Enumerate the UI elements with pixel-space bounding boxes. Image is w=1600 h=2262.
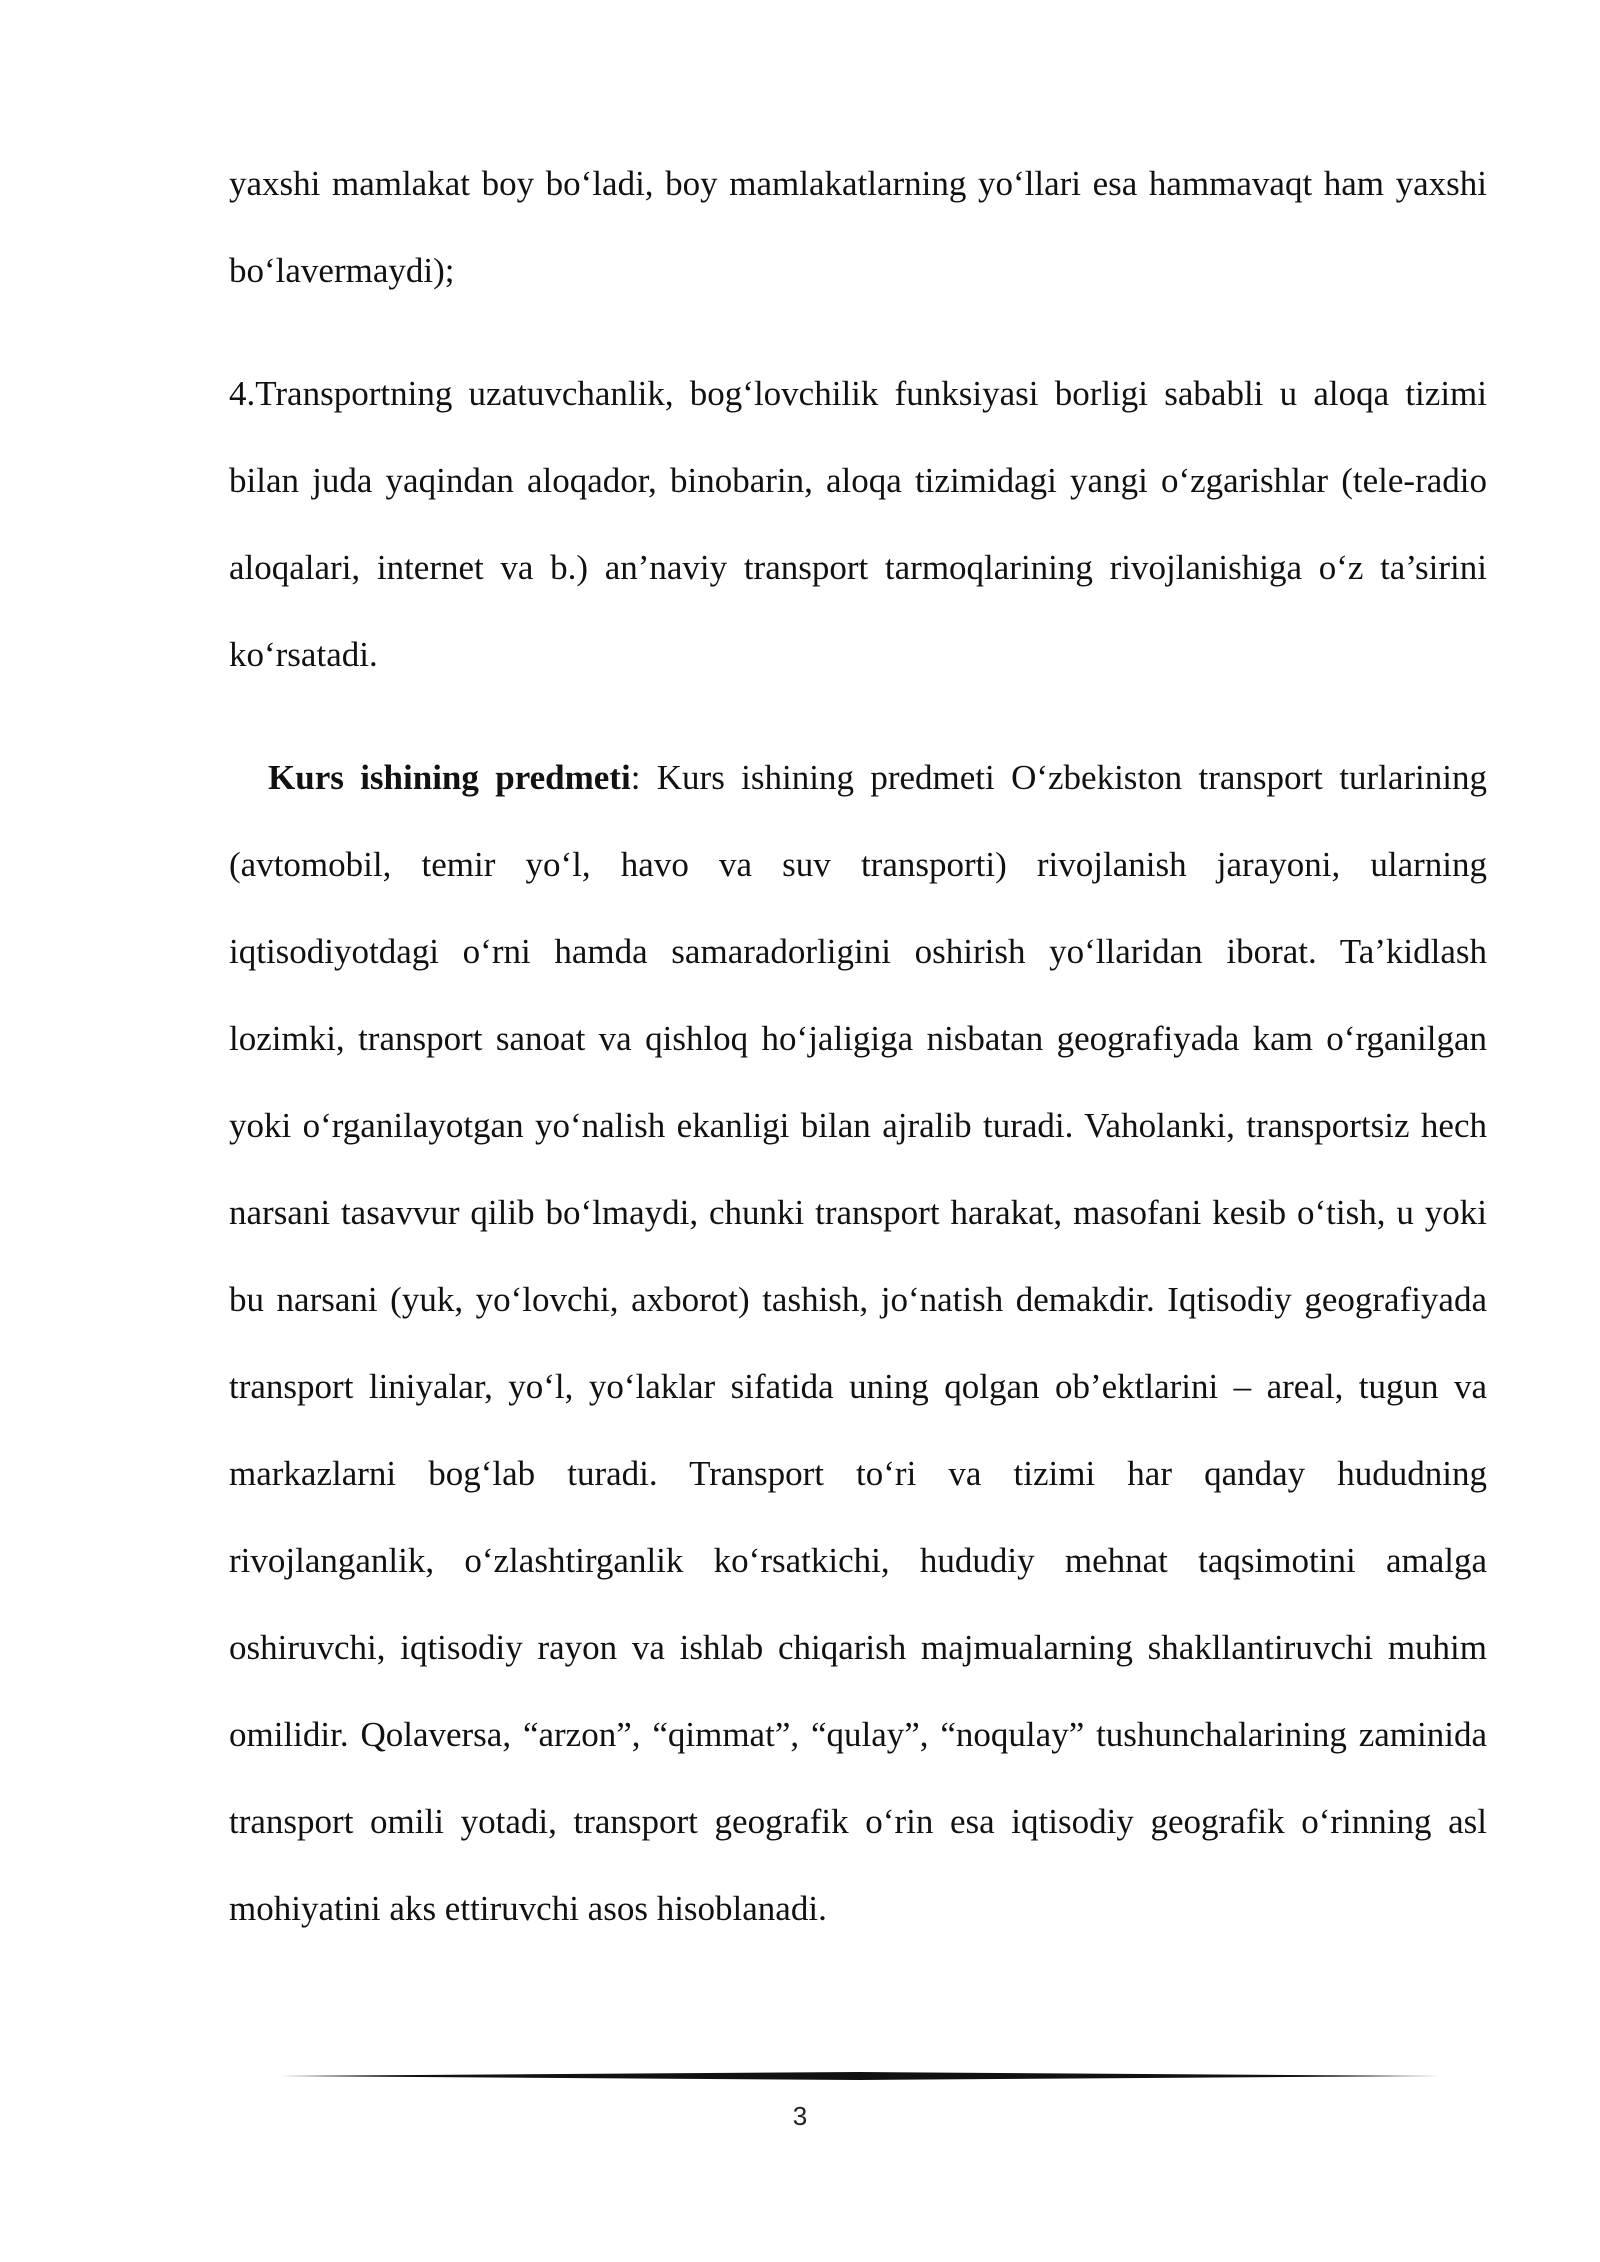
body-text — [229, 140, 1487, 1952]
list-item-4: 4.Transportning uzatuvchanlik, bog‘lovchilik funksiyasi borligi sababli u aloqa tizimi bilan juda yaqindan aloqador, binobarin, aloqa tizimidagi yangi o‘zgarishlar (tele-radio aloqalari, internet va b.) an’naviy transport tarmoqlarining rivojlanishiga o‘z ta’sirini ko‘rsatadi. — [229, 374, 1487, 674]
subject-heading: Kurs ishining predmeti — [268, 758, 631, 797]
subject-text: Kurs ishining predmeti O‘zbekiston transport turlarining (avtomobil, temir yo‘l, havo va suv transporti) rivojlanish jarayoni, ularning iqtisodiyotdagi o‘rni hamda samaradorligini oshirish yo‘llaridan iborat. Ta’kidlash lozimki, transport sanoat va qishloq ho‘jaligiga nisbatan geografiyada kam o‘rganilgan yoki o‘rganilayotgan yo‘nalish ekanligi bilan ajralib turadi. Vaholanki, transportsiz hech narsani tasavvur qilib bo‘lmaydi, chunki transport harakat, masofani kesib o‘tish, u yoki bu narsani (yuk, yo‘lovchi, axborot) tashish, jo‘natish demakdir. Iqtisodiy geografiyada transport liniyalar, yo‘l, yo‘laklar sifatida uning qolgan ob’ektlarini – areal, tugun va markazlarni bog‘lab turadi. Transport to‘ri va tizimi har qanday hududning rivojlanganlik, o‘zlashtirganlik ko‘rsatkichi, hududiy mehnat taqsimotini amalga oshiruvchi, iqtisodiy rayon va ishlab chiqarish majmualarning shakllantiruvchi muhim omilidir. Qolaversa, “arzon”, “qimmat”, “qulay”, “noqulay” tushunchalarining zaminida transport omili yotadi, transport geografik o‘rin esa iqtisodiy geografik o‘rinning asl mohiyatini aks ettiruvchi asos hisoblanadi. — [229, 758, 1487, 1928]
subject-separator: : — [630, 758, 641, 797]
subject-paragraph — [229, 734, 1487, 1952]
footer-rule — [280, 2070, 1440, 2082]
continuation-paragraph: yaxshi mamlakat boy bo‘ladi, boy mamlakatlarning yo‘llari esa hammavaqt ham yaxshi bo‘lavermaydi); — [229, 164, 1487, 290]
page-number: 3 — [792, 2101, 808, 2131]
